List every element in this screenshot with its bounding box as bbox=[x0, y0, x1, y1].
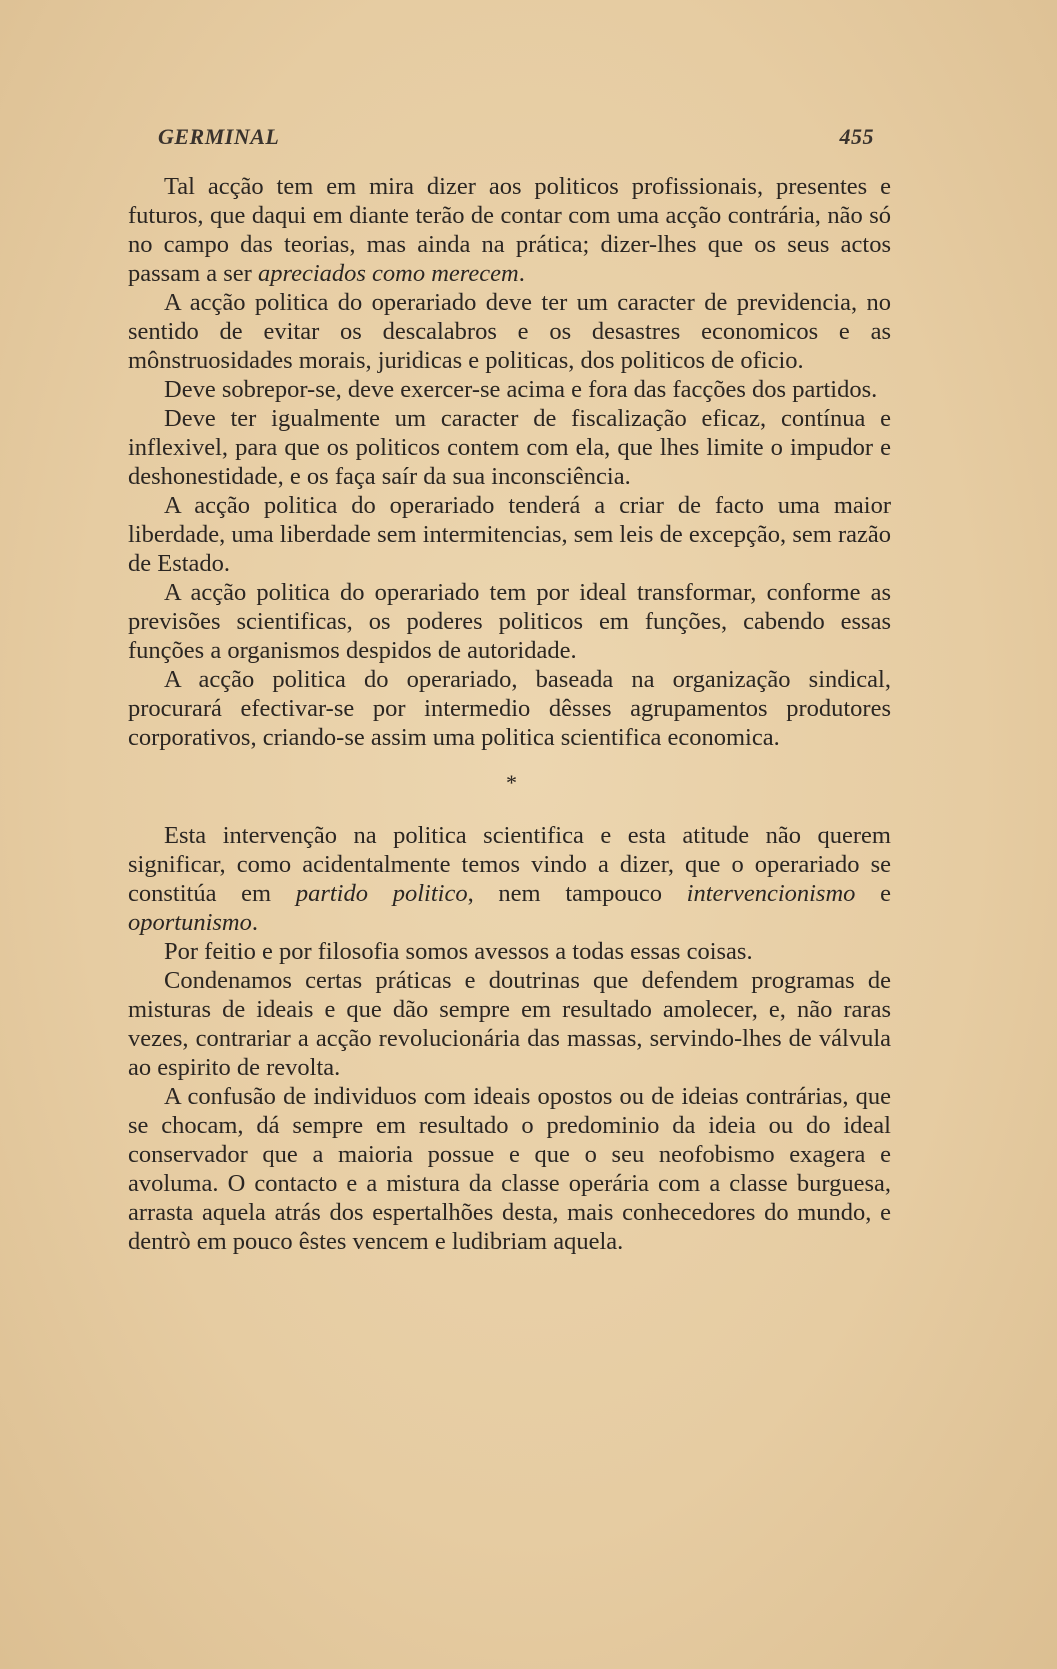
paragraph-8 bbox=[128, 821, 891, 937]
page-number: 455 bbox=[839, 124, 874, 149]
paragraph-11: A confusão de individuos com ideais opostos ou de ideias contrárias, que se chocam, dá sempre em resultado o predominio da ideia ou do ideal conservador que a maioria possue e que o seu neofobismo exagera e avoluma. O contacto e a mistura da classe operária com a classe burguesa, arrasta aquela atrás dos espertalhões desta, mais conhecedores do mundo, e dentrò em pouco êstes vencem e ludibriam aquela. bbox=[128, 1083, 891, 1255]
paragraph-7: A acção politica do operariado, baseada na organização sindical, procurará efectivar-se por intermedio dêsses agrupamentos produtores corporativos, criando-se assim uma politica scientifica economica. bbox=[128, 666, 891, 751]
paragraph-5: A acção politica do operariado tenderá a criar de facto uma maior liberdade, uma liberdade sem intermitencias, sem leis de excepção, sem razão de Estado. bbox=[128, 492, 891, 577]
body-text bbox=[128, 172, 891, 1256]
paragraph-6: A acção politica do operariado tem por ideal transformar, conforme as previsões scientificas, os poderes politicos em funções, cabendo essas funções a organismos despidos de autoridade. bbox=[128, 579, 891, 664]
paragraph-10: Condenamos certas práticas e doutrinas que defendem programas de misturas de ideais e que dão sempre em resultado amolecer, e, não raras vezes, contrariar a acção revolucionária das massas, servindo-lhes de válvula ao espirito de revolta. bbox=[128, 967, 891, 1081]
paragraph-3: Deve sobrepor-se, deve exercer-se acima e fora das facções dos partidos. bbox=[164, 376, 878, 403]
emphasis: oportunismo bbox=[128, 909, 252, 936]
paragraph-mid: , nem tampouco bbox=[467, 880, 687, 907]
paragraph-text: Tal acção tem em mira dizer aos politicos profissionais, presentes e futuros, que daqui em diante terão de contar com uma acção contrária, não só no campo das teorias, mas ainda na prática; dizer-lhes que os seus actos passam a ser bbox=[128, 173, 891, 287]
paragraph-text: Esta intervenção na politica scientifica e esta atitude não querem significar, como acidentalmente temos vindo a dizer, que o operariado se constitúa em bbox=[128, 822, 891, 907]
emphasis: apreciados como merecem bbox=[257, 260, 519, 287]
paragraph-2: A acção politica do operariado deve ter um caracter de previdencia, no sentido de evitar os descalabros e os desastres economicos e as mônstruosidades morais, juridicas e politicas, dos politicos de oficio. bbox=[128, 289, 891, 374]
paragraph-tail: . bbox=[518, 260, 525, 287]
paragraph-4: Deve ter igualmente um caracter de fiscalização eficaz, contínua e inflexivel, para que os politicos contem com ela, que lhes limite o impudor e deshonestidade, e os faça saír da sua inconsciência. bbox=[128, 405, 891, 490]
paragraph-9: Por feitio e por filosofia somos avessos a todas essas coisas. bbox=[164, 938, 753, 965]
emphasis: intervencionismo bbox=[686, 880, 856, 907]
paragraph-mid: e bbox=[855, 880, 892, 907]
paragraph-tail: . bbox=[251, 909, 259, 936]
section-separator: * bbox=[506, 770, 517, 795]
running-title: GERMINAL bbox=[158, 124, 280, 149]
emphasis: partido politico bbox=[295, 880, 468, 907]
paragraph-1 bbox=[128, 172, 891, 288]
running-head bbox=[158, 124, 874, 150]
